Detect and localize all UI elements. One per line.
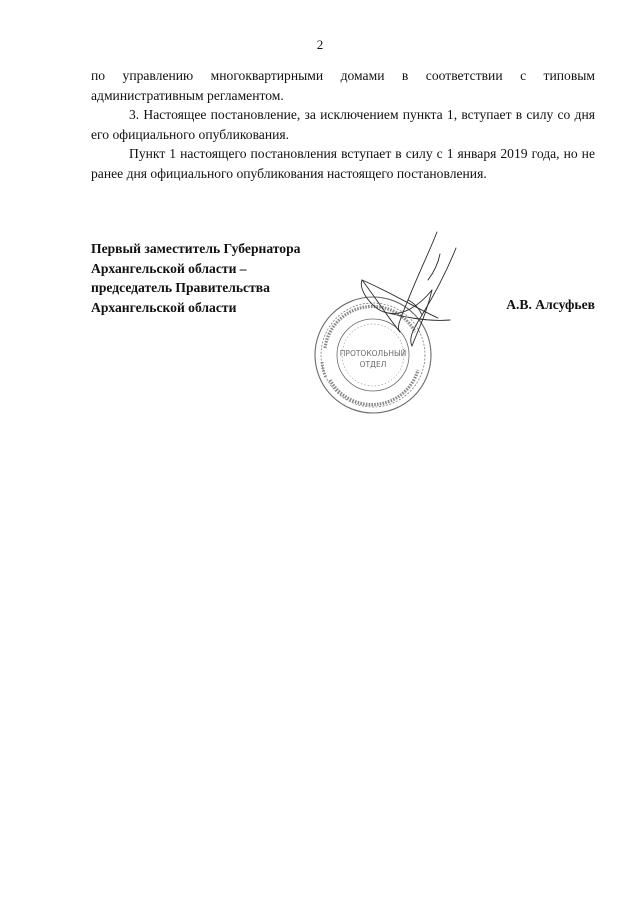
seal-text-line: ПРОТОКОЛЬНЫЙ [339, 349, 407, 358]
paragraph-clause-1-effective: Пункт 1 настоящего постановления вступает в силу с 1 января 2019 года, но не ранее дня официального опубликования настоящего постановления. [91, 146, 595, 181]
handwritten-signature [361, 232, 456, 346]
paragraph-continuation: по управлению многоквартирными домами в соответствии с типовым административным регламентом. [91, 68, 595, 103]
page-number: 2 [316, 37, 324, 52]
official-seal-and-signature [300, 220, 480, 420]
document-body [91, 66, 595, 183]
signatory-name: А.В. Алсуфьев [506, 297, 595, 312]
position-line: Архангельской области [91, 299, 237, 315]
seal-center-text [340, 349, 406, 369]
position-line: Первый заместитель Губернатора [91, 241, 301, 256]
position-line: председатель Правительства [91, 280, 270, 295]
seal-text-line: ОТДЕЛ [359, 360, 387, 369]
paragraph-clause-3: 3. Настоящее постановление, за исключением пункта 1, вступает в силу со дня его официального опубликования. [91, 107, 595, 142]
position-line: Архангельской области – [91, 260, 247, 276]
signatory-position [91, 239, 300, 317]
